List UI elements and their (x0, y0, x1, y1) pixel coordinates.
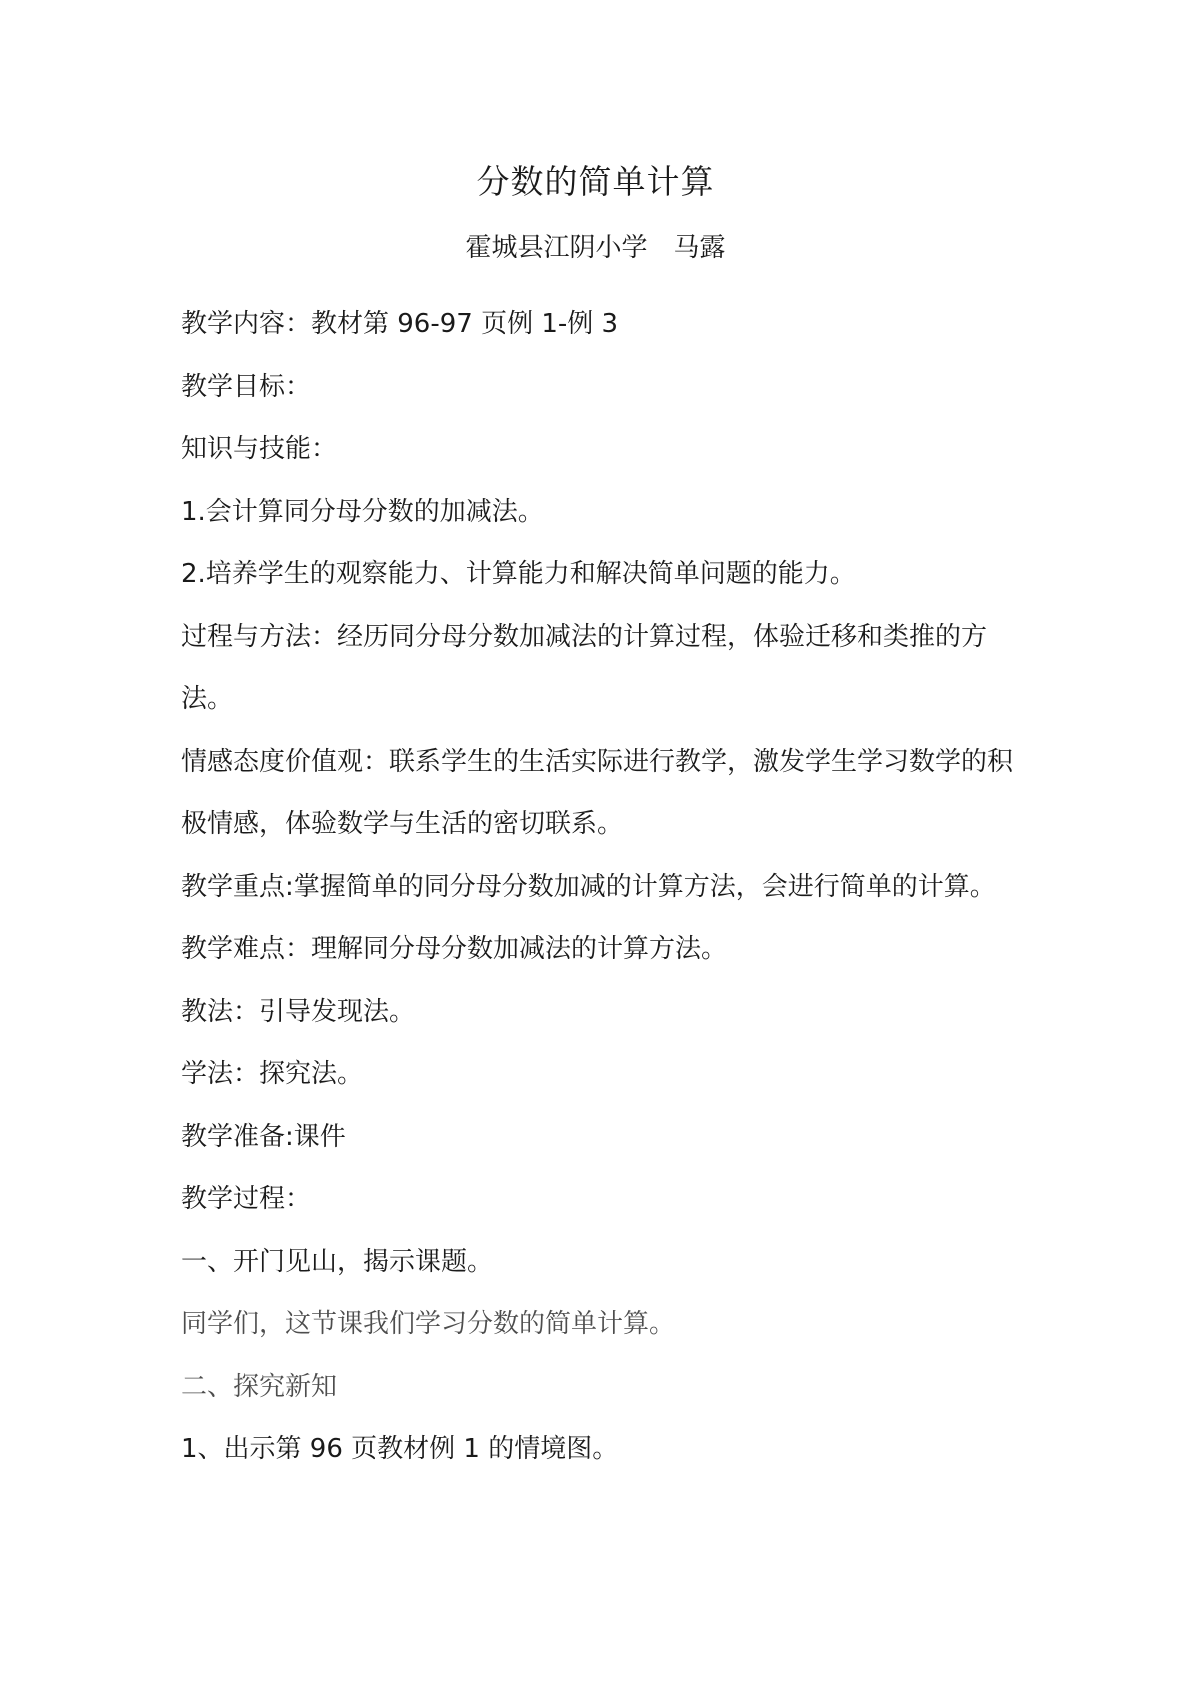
paragraph-teaching-goals: 教学目标： (181, 371, 312, 402)
paragraph-knowledge-skills: 知识与技能： (181, 434, 338, 464)
paragraph-preparation: 教学准备:课件 (181, 1121, 346, 1152)
paragraph-emotion-values: 情感态度价值观：联系学生的生活实际进行教学，激发学生学习数学的积极情感，体验数学与生活的密切联系。 (181, 746, 1014, 839)
paragraph-process-method: 过程与方法：经历同分母分数加减法的计算过程，体验迁移和类推的方法。 (181, 621, 988, 714)
paragraph-learning-method: 学法：探究法。 (181, 1059, 364, 1089)
paragraph-section-1: 一、开门见山，揭示课题。 (181, 1246, 494, 1277)
paragraph-teaching-process: 教学过程： (181, 1184, 312, 1214)
paragraph-teaching-method: 教法：引导发现法。 (181, 996, 416, 1027)
document-title: 分数的简单计算 (476, 162, 715, 201)
author-line: 霍城县江阴小学 马露 (465, 233, 726, 263)
paragraph-difficulties: 教学难点：理解同分母分数加减法的计算方法。 (181, 934, 728, 964)
paragraph-section-2: 二、探究新知 (181, 1371, 338, 1402)
paragraph-teaching-content: 教学内容：教材第 96-97 页例 1-例 3 (181, 309, 619, 339)
paragraph-goal-2: 2.培养学生的观察能力、计算能力和解决简单问题的能力。 (181, 559, 856, 589)
paragraph-intro-speech: 同学们，这节课我们学习分数的简单计算。 (181, 1309, 676, 1339)
document-body (181, 293, 1021, 1481)
paragraph-step-1: 1、出示第 96 页教材例 1 的情境图。 (181, 1434, 619, 1464)
paragraph-goal-1: 1.会计算同分母分数的加减法。 (181, 496, 544, 527)
paragraph-key-points: 教学重点:掌握简单的同分母分数加减的计算方法，会进行简单的计算。 (181, 871, 996, 902)
